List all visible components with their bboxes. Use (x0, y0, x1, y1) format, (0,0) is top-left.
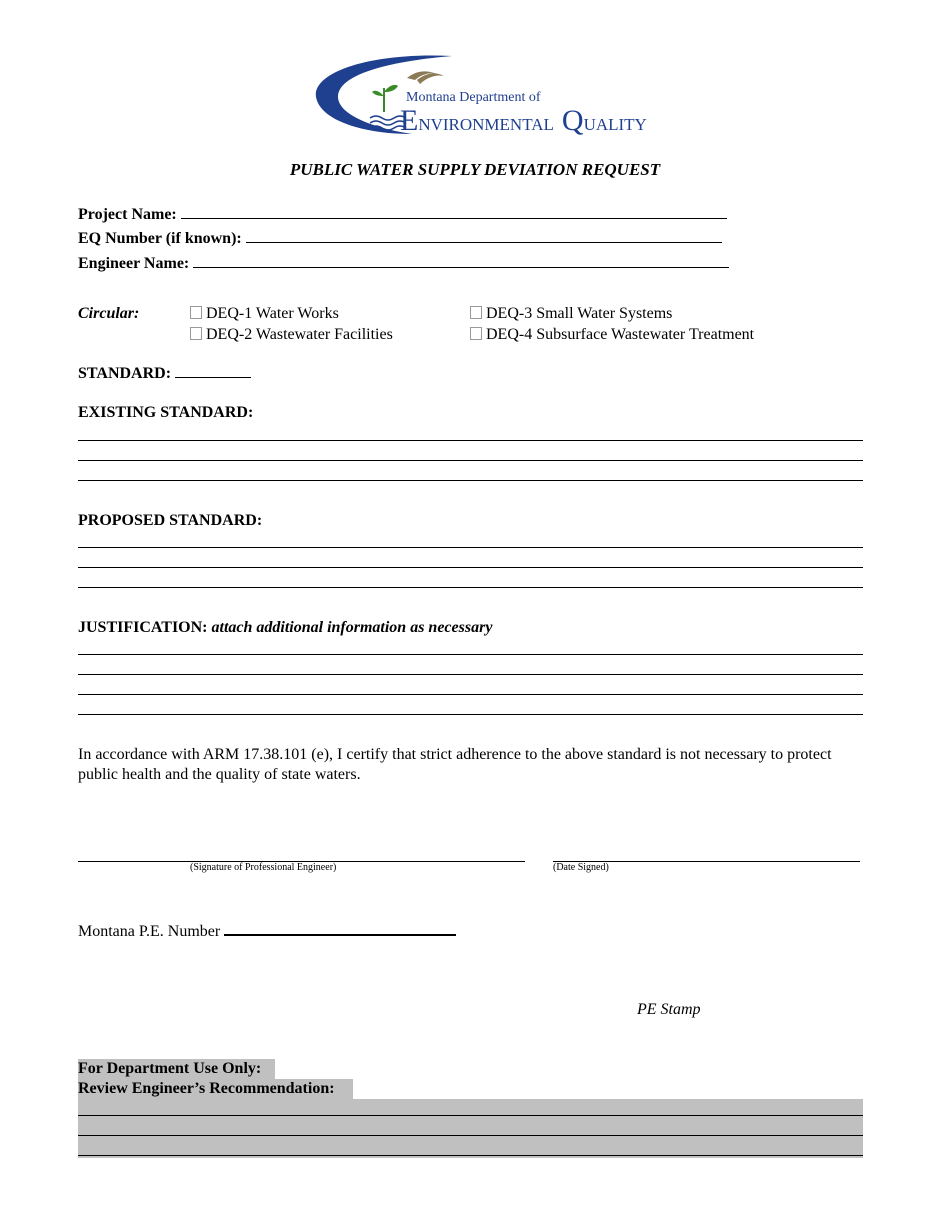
deq-logo (312, 52, 647, 142)
review-line[interactable] (78, 1155, 863, 1156)
existing-standard-label: EXISTING STANDARD: (78, 404, 254, 421)
certification-text: In accordance with ARM 17.38.101 (e), I certify that strict adherence to the above standard is not necessary to protect public health and the quality of state waters. (78, 746, 832, 783)
project-name-input[interactable] (181, 218, 727, 219)
date-caption: (Date Signed) (553, 862, 609, 873)
justification-line[interactable] (78, 714, 863, 715)
review-line[interactable] (78, 1135, 863, 1136)
engineer-name-field[interactable] (78, 255, 729, 273)
eq-number-field[interactable] (78, 230, 722, 248)
review-line[interactable] (78, 1115, 863, 1116)
existing-standard-line[interactable] (78, 480, 863, 481)
standard-field[interactable] (78, 365, 251, 383)
checkbox-icon[interactable] (470, 327, 482, 340)
justification-label: JUSTIFICATION: (78, 619, 208, 636)
proposed-standard-line[interactable] (78, 567, 863, 568)
justification-line[interactable] (78, 694, 863, 695)
pe-number-input[interactable] (224, 934, 456, 936)
checkbox-icon[interactable] (470, 306, 482, 319)
pe-number-label: Montana P.E. Number (78, 923, 221, 940)
justification-line[interactable] (78, 654, 863, 655)
logo-line2: ENVIRONMENTAL QUALITY (400, 104, 647, 137)
form-title: PUBLIC WATER SUPPLY DEVIATION REQUEST (289, 160, 661, 179)
proposed-standard-line[interactable] (78, 547, 863, 548)
circular-option-deq4[interactable]: DEQ-4 Subsurface Wastewater Treatment (470, 326, 754, 344)
proposed-standard-label: PROPOSED STANDARD: (78, 512, 263, 529)
pe-stamp-label: PE Stamp (637, 1001, 701, 1018)
checkbox-icon[interactable] (190, 306, 202, 319)
existing-standard-line[interactable] (78, 460, 863, 461)
eq-number-input[interactable] (246, 242, 722, 243)
standard-input[interactable] (175, 377, 251, 378)
dept-use-label: For Department Use Only: (78, 1060, 262, 1077)
proposed-standard-line[interactable] (78, 587, 863, 588)
justification-line[interactable] (78, 674, 863, 675)
review-engineer-label: Review Engineer’s Recommendation: (78, 1080, 335, 1097)
logo-line1: Montana Department of (406, 90, 541, 105)
engineer-name-input[interactable] (193, 267, 729, 268)
project-name-field[interactable] (78, 206, 727, 224)
standard-label: STANDARD: (78, 365, 172, 382)
eq-number-label: EQ Number (if known): (78, 230, 242, 247)
review-lines-band (78, 1099, 863, 1158)
signature-caption: (Signature of Professional Engineer) (190, 862, 337, 873)
circular-option-deq2[interactable]: DEQ-2 Wastewater Facilities (190, 326, 393, 344)
engineer-name-label: Engineer Name: (78, 255, 190, 272)
checkbox-icon[interactable] (190, 327, 202, 340)
existing-standard-line[interactable] (78, 440, 863, 441)
circular-option-deq3[interactable]: DEQ-3 Small Water Systems (470, 305, 672, 323)
circular-label: Circular: (78, 305, 140, 322)
justification-heading (78, 619, 492, 637)
pe-number-field[interactable] (78, 923, 456, 941)
project-name-label: Project Name: (78, 206, 177, 223)
circular-option-deq1[interactable]: DEQ-1 Water Works (190, 305, 339, 323)
justification-note: attach additional information as necessary (211, 619, 493, 636)
